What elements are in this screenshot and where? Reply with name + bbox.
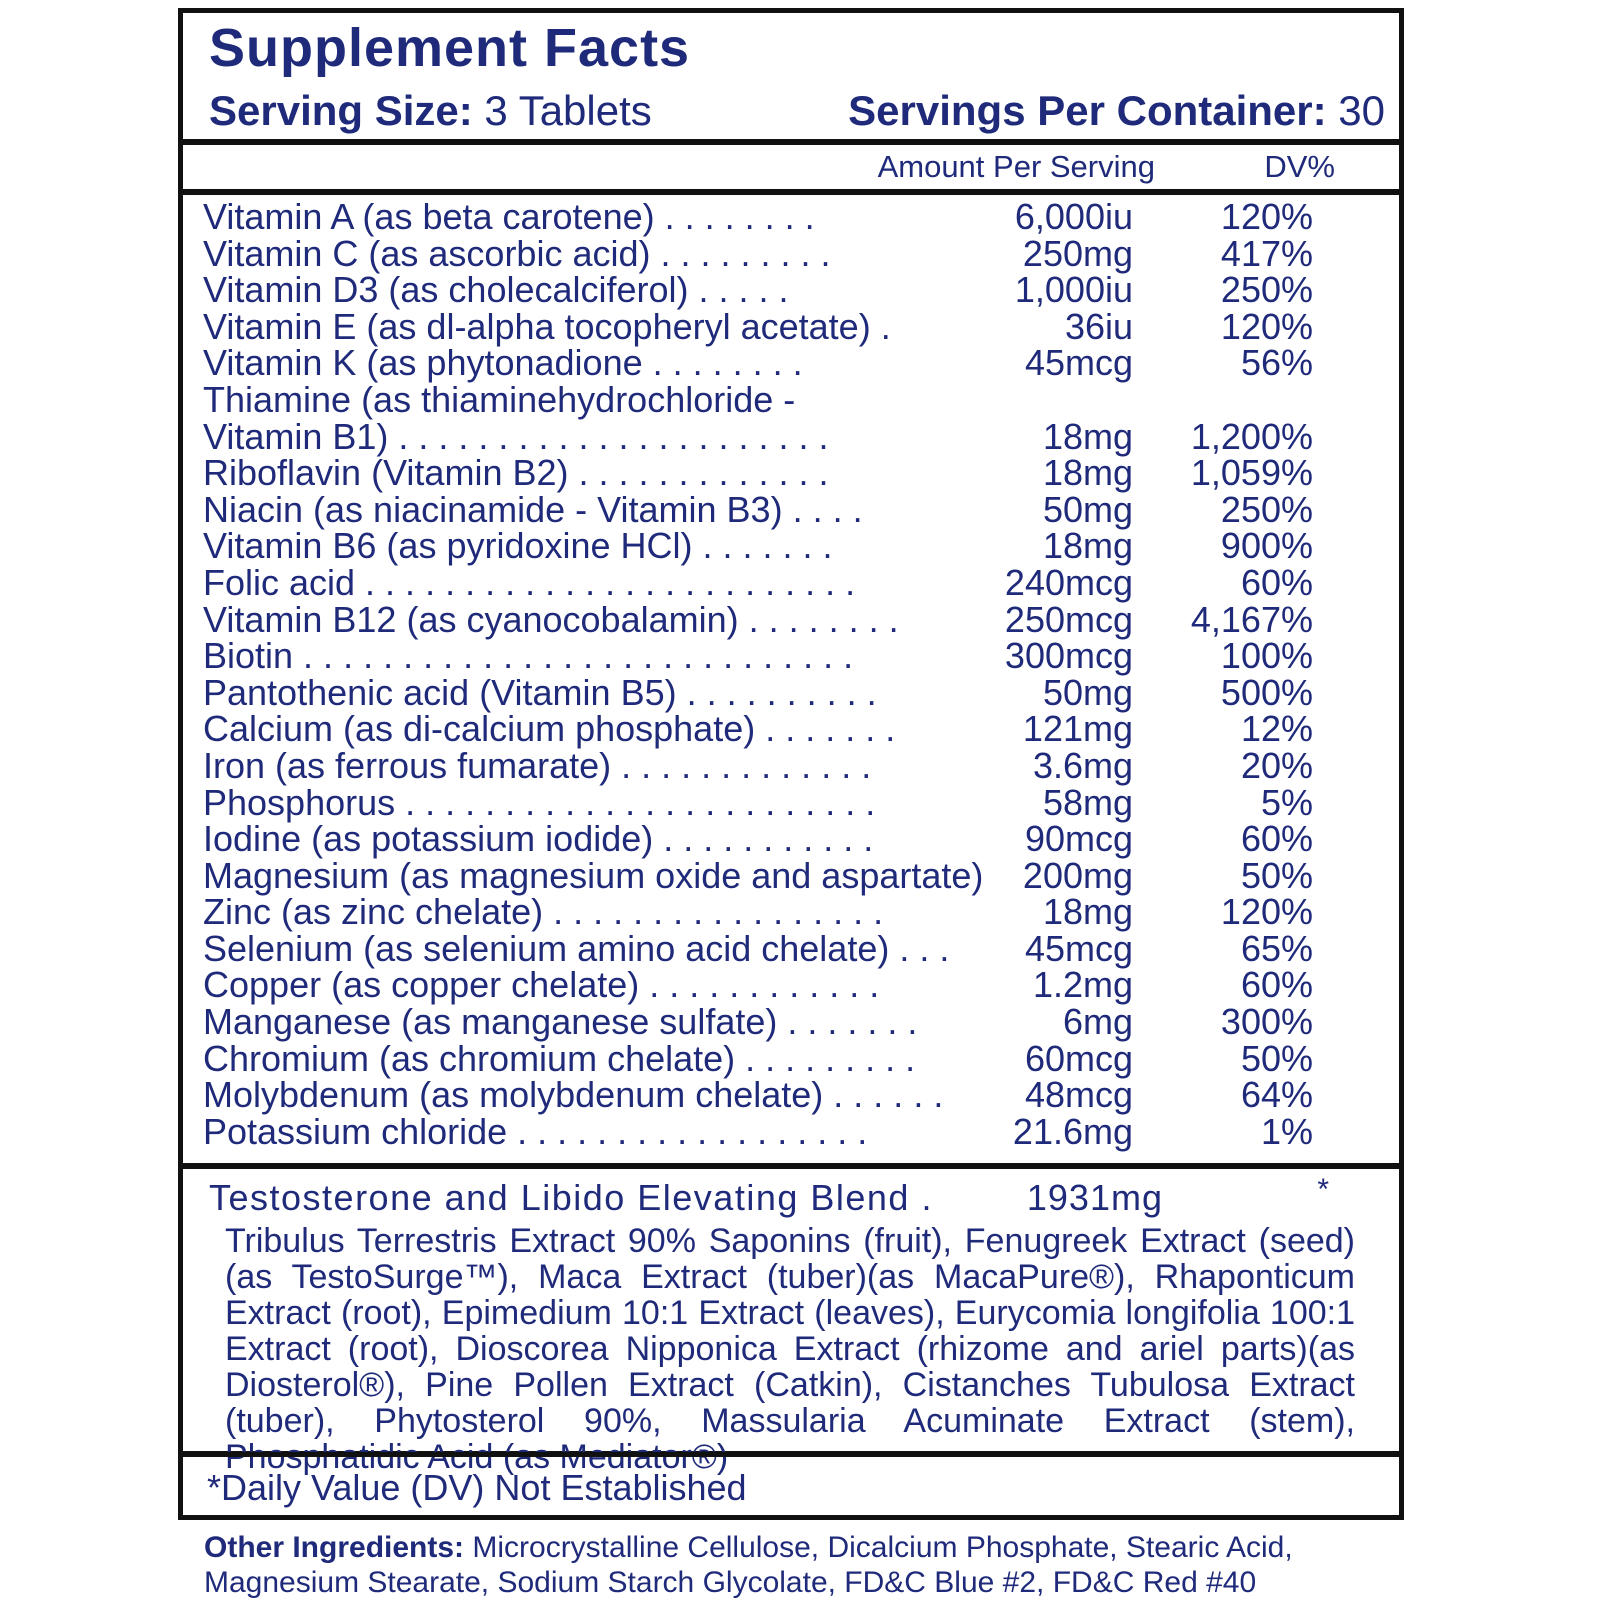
nutrient-dv: 120% [1220,305,1313,347]
nutrient-row [203,598,1353,640]
nutrient-row [203,305,1353,347]
nutrient-row [203,378,1353,420]
nutrient-dv: 300% [1220,1001,1313,1043]
nutrient-amount: 1,000iu [1014,269,1133,311]
nutrient-row [203,196,1353,237]
nutrient-dv: 250% [1220,269,1313,311]
nutrient-amount: 58mg [1042,781,1133,823]
nutrient-name: Vitamin E (as dl-alpha tocopheryl acetate) . [203,305,891,347]
nutrient-row [203,269,1353,311]
other-ingredients-text: Microcrystalline Cellulose, Dicalcium Phosphate, Stearic Acid, Magnesium Stearate, Sodium Starch Glycolate, FD&C Blue #2, FD&C Red #40 [204,1531,1293,1599]
nutrient-amount: 50mg [1042,488,1133,530]
nutrient-dv: 65% [1240,927,1313,969]
nutrient-name: Chromium (as chromium chelate) . . . . . . . . . [203,1037,916,1079]
nutrient-row [203,488,1353,530]
nutrient-row [203,671,1353,713]
nutrient-row [203,781,1353,823]
nutrient-name: Biotin . . . . . . . . . . . . . . . . . . . . . . . . . . . . [203,635,854,677]
servings-per-container-label: Servings Per Container: [848,87,1327,134]
blend-amount: 1931mg [1026,1177,1163,1218]
other-ingredients-label: Other Ingredients: [204,1531,465,1564]
title-panel [178,8,1404,144]
nutrient-dv: 50% [1240,854,1313,896]
nutrient-amount: 18mg [1042,891,1133,933]
nutrient-amount: 6,000iu [1014,196,1133,237]
nutrient-row [203,1110,1353,1152]
nutrient-amount: 121mg [1022,708,1133,750]
nutrient-row [203,854,1353,896]
nutrient-list [203,196,1353,1152]
nutrient-amount: 36iu [1064,305,1133,347]
nutrient-dv: 5% [1260,781,1313,823]
other-ingredients [204,1530,1384,1600]
nutrient-name: Calcium (as di-calcium phosphate) . . . . . . . [203,708,896,750]
nutrient-name: Molybdenum (as molybdenum chelate) . . . . . . [203,1074,944,1116]
serving-size [209,87,652,135]
nutrient-dv: 50% [1240,1037,1313,1079]
nutrient-name: Iron (as ferrous fumarate) . . . . . . . . . . . . . [203,744,872,786]
nutrient-row [203,415,1353,457]
nutrient-amount: 90mcg [1024,818,1133,860]
nutrient-amount: 1.2mg [1032,964,1133,1006]
nutrient-dv: 120% [1220,891,1313,933]
nutrient-dv: 120% [1220,196,1313,237]
nutrient-name: Iodine (as potassium iodide) . . . . . . . . . . . [203,818,874,860]
nutrient-row [203,744,1353,786]
nutrient-row [203,232,1353,274]
nutrient-row [203,708,1353,750]
nutrient-row [203,1074,1353,1116]
nutrient-dv: 64% [1240,1074,1313,1116]
nutrient-row [203,525,1353,567]
nutrient-dv: 900% [1220,525,1313,567]
nutrient-dv: 100% [1220,635,1313,677]
panel-title: Supplement Facts [209,18,691,78]
blend-name: Testosterone and Libido Elevating Blend . [209,1177,933,1218]
nutrient-name: Zinc (as zinc chelate) . . . . . . . . . . . . . . . . . [203,891,884,933]
nutrient-name: Potassium chloride . . . . . . . . . . . . . . . . . . [203,1110,868,1152]
nutrient-amount: 18mg [1042,452,1133,494]
nutrient-row [203,1001,1353,1043]
nutrient-name: Selenium (as selenium amino acid chelate) . . . [203,927,950,969]
nutrient-name: Thiamine (as thiaminehydrochloride - [203,378,796,420]
nutrient-dv: 20% [1240,744,1313,786]
nutrient-row [203,964,1353,1006]
column-header-amount: Amount Per Serving [877,149,1155,184]
nutrient-row [203,635,1353,677]
serving-size-value: 3 Tablets [472,87,652,134]
nutrient-amount: 250mg [1022,232,1133,274]
nutrient-name: Pantothenic acid (Vitamin B5) . . . . . . . . . . [203,671,877,713]
nutrient-name: Magnesium (as magnesium oxide and aspartate) [203,854,984,896]
nutrient-name: Vitamin K (as phytonadione . . . . . . . . [203,342,803,384]
nutrient-dv: 500% [1220,671,1313,713]
nutrient-name: Phosphorus . . . . . . . . . . . . . . . . . . . . . . . . [203,781,876,823]
nutrient-dv: 12% [1240,708,1313,750]
nutrient-amount: 21.6mg [1012,1110,1133,1152]
nutrient-dv: 56% [1240,342,1313,384]
nutrient-amount: 6mg [1062,1001,1133,1043]
nutrient-amount: 200mg [1022,854,1133,896]
blend-dv: * [1317,1173,1329,1206]
nutrient-amount: 18mg [1042,415,1133,457]
servings-per-container [848,87,1385,135]
nutrient-name: Vitamin D3 (as cholecalciferol) . . . . . [203,269,789,311]
nutrient-dv: 60% [1240,818,1313,860]
nutrient-name: Niacin (as niacinamide - Vitamin B3) . . . . [203,488,863,530]
serving-size-label: Serving Size: [209,87,473,134]
nutrient-amount: 60mcg [1024,1037,1133,1079]
nutrient-name: Vitamin B6 (as pyridoxine HCl) . . . . . . . [203,525,833,567]
nutrient-dv: 60% [1240,561,1313,603]
nutrient-dv: 4,167% [1190,598,1313,640]
blend-panel [178,1164,1404,1476]
column-header-panel [178,140,1404,194]
nutrient-name: Vitamin B1) . . . . . . . . . . . . . . . . . . . . . . [203,415,829,457]
nutrient-row [203,927,1353,969]
nutrient-dv: 1,200% [1190,415,1313,457]
nutrients-panel [178,190,1404,1168]
nutrient-name: Manganese (as manganese sulfate) . . . . . . . [203,1001,918,1043]
nutrient-row [203,1037,1353,1079]
nutrient-name: Riboflavin (Vitamin B2) . . . . . . . . . . . . . [203,452,829,494]
nutrient-name: Vitamin C (as ascorbic acid) . . . . . . . . . [203,232,831,274]
nutrient-amount: 240mcg [1004,561,1133,603]
nutrient-name: Vitamin A (as beta carotene) . . . . . . . . [203,196,815,237]
nutrient-amount: 50mg [1042,671,1133,713]
servings-per-container-value: 30 [1326,87,1385,134]
nutrient-amount: 18mg [1042,525,1133,567]
nutrient-dv: 417% [1220,232,1313,274]
nutrient-dv: 60% [1240,964,1313,1006]
footnote-panel [178,1452,1404,1520]
nutrient-name: Vitamin B12 (as cyanocobalamin) . . . . . . . . [203,598,899,640]
column-header-dv: DV% [1264,149,1335,184]
nutrient-amount: 45mcg [1024,927,1133,969]
blend-ingredients: Tribulus Terrestris Extract 90% Saponins (fruit), Fenugreek Extract (seed)(as TestoSurge™), Maca Extract (tuber)(as MacaPure®), Rhaponticum Extract (root), Epimedium 10:1 Extract (leaves), Eurycomia longifolia 100:1 Extract (root), Dioscorea Nipponica Extract (rhizome and ariel parts)(as Diosterol®), Pine Pollen Extract (Catkin), Cistanches Tubulosa Extract (tuber), Phytosterol 90%, Massularia Acuminate Extract (stem), Phosphatidic Acid (as Mediator®) [225,1222,1355,1476]
nutrient-row [203,342,1353,384]
nutrient-dv: 250% [1220,488,1313,530]
nutrient-row [203,818,1353,860]
nutrient-amount: 3.6mg [1032,744,1133,786]
nutrient-row [203,891,1353,933]
nutrient-dv: 1% [1260,1110,1313,1152]
nutrient-amount: 48mcg [1024,1074,1133,1116]
nutrient-amount: 45mcg [1024,342,1133,384]
nutrient-row [203,561,1353,603]
nutrient-name: Folic acid . . . . . . . . . . . . . . . . . . . . . . . . . [203,561,856,603]
nutrient-amount: 300mcg [1004,635,1133,677]
daily-value-footnote: *Daily Value (DV) Not Established [207,1467,747,1508]
nutrient-dv: 1,059% [1190,452,1313,494]
nutrient-name: Copper (as copper chelate) . . . . . . . . . . . . [203,964,880,1006]
nutrient-amount: 250mcg [1004,598,1133,640]
nutrient-row [203,452,1353,494]
